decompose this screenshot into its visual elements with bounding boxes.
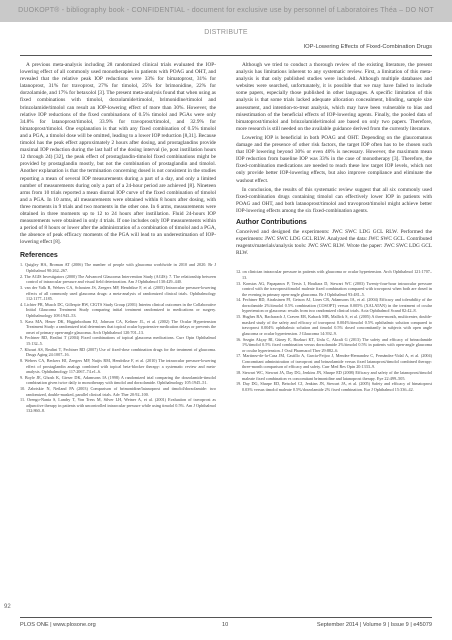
reference-item: 9. Boyle JE, Ghosh K, Gieser DK, Adamsons IA (1998) A randomized trial comparing the dorzolamide-timolol combination given twice daily to monotherapy with timolol and dorzolamide. Ophthalmology 105:1945–51. [20, 374, 216, 386]
issue-info: September 2014 | Volume 9 | Issue 9 | e45079 [316, 622, 432, 628]
page-number: 10 [222, 622, 229, 628]
reference-item: 6. Fechtner RD, Realini T (2004) Fixed combinations of topical glaucoma medications. Curr Opin Ophthalmol 15:132–5. [20, 335, 216, 346]
reference-item: 8. Webers CA, Beckers HJ, Zeegers MP, Nuijts RM, Hendrikse F, et al. (2010) The intraocular pressure-lowering effect of prostaglandin analogs combined with topical beta-blocker therapy: a systematic review and meta-analysis. Ophthalmology 117:2067–74.e1–6. [20, 358, 216, 375]
reference-item: 16. Sezgin Akçay BI, Güney E, Bozkurt KT, Unlu C, Akcali G (2013) The safety and efficacy of brinzolamide 1%/timolol 0.5% fixed combination versus dorzolamide 2%/timolol 0.5% in patients with open-angle glaucoma or ocular hypertension. J Ocul Pharmacol Ther 29:882–6. [236, 336, 432, 353]
reference-item: 10. Zabriskie N, Netland PA (2003) Comparison of brimonidine/latanoprost and timolol/dorzolamide: two randomized, double-masked, parallel clinical trials. Adv Ther 20:92–100. [20, 386, 216, 397]
journal-footer: PLOS ONE | www.plosone.org [20, 622, 96, 628]
reference-item: 14. Fechtner RD, Airaksinen PJ, Getson AJ, Lines CR, Adamsons IA, et al. (2004) Efficacy and tolerability of the dorzolamide 2%/timolol 0.5% combination (COSOPT) versus 0.005% (XALATAN) in the treatment of ocular hypertension or glaucoma: results from two randomized clinical trials. Acta Ophthalmol Scand 82:42–8. [236, 297, 432, 314]
reference-item: 19. Day DG, Sharpe ED, Beischel CJ, Jenkins JN, Stewart JA, et al. (2005) Safety and efficacy of bimatoprost 0.03% versus timolol maleate 0.5%/dorzolamide 2% fixed combination. Eur J Ophthalmol 15:336–42. [236, 381, 432, 392]
reference-item: 15. Hughes BA, Bacharach J, Craven ER, Kaback MB, Mallick S, et al. (2005) A three-month, multicenter, double-masked study of the safety and efficacy of travoprost 0.004%/timolol 0.5% ophthalmic solution compared to travoprost 0.004% ophthalmic solution and timolol 0.5% dosed concomitantly in subjects with open angle glaucoma or ocular hypertension. J Glaucoma 14:392–9. [236, 314, 432, 336]
footer-rule [20, 617, 432, 618]
author-contributions-text: Conceived and designed the experiments: JWC SWC LDG GCL RLW. Performed the experiments: JWC SWC LDG GCL RLW. Analyzed the data: JWC SWC GCL. Contributed reagents/materials/analysis tools: JWC SWC RLW. Wrote the paper: JWC SWC LDG GCL RLW. [236, 228, 432, 257]
author-contributions-heading: Author Contributions [236, 218, 307, 226]
book-page-number: 92 [4, 604, 11, 610]
left-column [20, 62, 216, 414]
reference-item: 4. Lichter PR, Musch DC, Gillespie BW, CIGTS Study Group (2001) Interim clinical outcomes in the Collaborative Initial Glaucoma Treatment Study comparing initial treatment randomized to medications or surgery. Ophthalmology 108:1943–53. [20, 301, 216, 318]
right-column [236, 62, 432, 393]
discussion-paragraph: Although we tried to conduct a thorough review of the existing literature, the present analysis has limitations inherent to any systematic review. First, a limitation of this meta-analysis is that only published studies were included. Although multiple databases and websites were searched, unfortunately, it is possible that we may have failed to include some papers, especially those published in other languages. A specific limitation of this analysis is that some trials lacked adequate allocation concealment, blinding, sample size assessment, and intention-to-treat analysis, which may have been vulnerable to bias and misestimation of the beneficial effects of IOP-lowering agents. Finally, the pooled data of bimatoprost/timolol and brinzolamide/timolol are based on only two papers. Therefore, more research is still needed on the available guidance derived from the currently literature. [236, 62, 432, 132]
confidential-banner: DUOKOPT® - bibliography book - CONFIDENTIAL - document for exclusive use by personnel of Laboratoires Théa – DO NOT DISTRIBUTE [0, 0, 452, 22]
header-rule [20, 55, 432, 56]
reference-item: 5. Kass MA, Heuer DK, Higginbotham EJ, Johnson CA, Keltner JL, et al. (2002) The Ocular Hypertension Treatment Study: a randomized trial determines that topical ocular hypotensive medication delays or prevents the onset of primary open-angle glaucoma. Arch Ophthalmol 120:701–13. [20, 318, 216, 335]
reference-item: 12. on clinician intraocular pressure in patients with glaucoma or ocular hypertension. Arch Ophthalmol 121:1707–13. [236, 269, 432, 280]
reference-item: 11. Orengo-Nania S, Landry T, Von Tress M, Silver LH, Weiner A, et al. (2001) Evaluation of travoprost as adjunctive therapy in patients with uncontrolled intraocular pressure while using timolol 0.5%. Am J Ophthalmol 132:860–8. [20, 397, 216, 414]
references-list [20, 262, 216, 413]
discussion-paragraph: A previous meta-analysis including 28 randomized clinical trials evaluated the IOP-lowering effect of all commonly used monotherapies in patients with POAG and OHT, and revealed that the relative peak IOP reductions were 33% for bimatoprost, 31% for latanoprost, 31% for travoprost, 27% for timolol, 25% for brimonidine, 22% for dorzolamide, and 17% for betaxolol [3]. The present meta-analysis found that when using as fixed combinations with timolol, dorzolamide/timolol, brimonidine/timolol and brinzolamide/timolol can result an IOP-lowering effect of more than 30%. However, the relative IOP reductions of the fixed combinations of 0.5% timolol and PGAs were only 34.8% for latanoprost/timolol, 33.9% for travoprost/timolol, and 32.9% for bimatoprost/timolol. One explanation is that with any fixed combination of 0.5% timolol and a PGA, a timolol dose will be omitted, leading to a lower IOP reduction [8,31]. Because timolol has the peak effect approximately 2 hours after dosing, and prostaglandins provide maximal IOP reduction during the last half of the dosing interval (ie, post instillation hours 12 through 24) [32], the peak effect of prostaglandin-timolol fixed combinations might be provided by prostaglandin mostly, but not the combination of prostaglandin and timolol. Another explanation is that the termination concerning dosed is not consistent in the studies reporting a mean of several IOP measurements during a part of a day, and only a limited number of measurements during only a part of a 24-hour period are achieved [8]. Nineteen arms from 10 trials reported a mean diurnal IOP curve of the fixed combination of timolol and a PGA. In 10 arms, all measurements were obtained within 8 hours after dosing, with three moments in 9 trials and two moments in the other one. In 6 arms, measurements were obtained in three moments up to 12 to 24 hours after instillation. Fluid 24-hours IOP measurements were obtained in only 4 trials. If one includes only IOP measurements within a period of 8 hours or lower after the administration of a combination of timolol and a PGA, the absence of peak efficacy moments of the PGA will lead to an underestimation of IOP-lowering effect [8]. [20, 62, 216, 246]
reference-item: 17. Martinez-de-la-Casa JM, Castillo A, García-Feijoo J, Mendez-Hernandez C, Fernández-Vidal A, et al. (2004) Concomitant administration of travoprost and brinzolamide versus fixed latanoprost/timolol combined therapy: three-month comparison of efficacy and safety. Curr Med Res Opin 20:1333–9. [236, 353, 432, 370]
reference-item: 3. van der Valk R, Webers CA, Schouten JS, Zeegers MP, Hendrikse F, et al. (2005) Intraocular pressure-lowering effects of all commonly used glaucoma drugs: a meta-analysis of randomized clinical trials. Ophthalmology 112:1177–1185. [20, 285, 216, 302]
reference-item: 13. Konstas AG, Papapanos P, Tersis I, Houliara D, Stewart WC (2003) Twenty-four-hour intraocular pressure control with the travoprost/timolol maleate fixed combination compared with travoprost when both are dosed in the evening in primary open-angle glaucoma. Br J Ophthalmol 93:481–5. [236, 280, 432, 297]
references-heading: References [20, 252, 58, 260]
conclusion-paragraph: In conclusion, the results of this systematic review suggest that all six commonly used fixed-combination drugs containing timolol can effectively lower IOP in patients with POAG and OHT, and both latanoprost/timolol and travoprost/timolol might achieve better IOP-lowering effects among the six fixed-combination agents. [236, 186, 432, 214]
reference-item: 1. Quigley HA, Broman AT (2006) The number of people with glaucoma worldwide in 2010 and 2020. Br J Ophthalmol 90:262–267. [20, 262, 216, 273]
references-list-continued [236, 269, 432, 392]
running-head: IOP-Lowering Effects of Fixed-Combination Drugs [303, 44, 432, 50]
reference-item: 2. The AGIS Investigators (2000) The Advanced Glaucoma Intervention Study (AGIS): 7. The relationship between control of intraocular pressure and visual field deterioration. Am J Ophthalmol 130:429–440. [20, 273, 216, 285]
reference-item: 7. Khouri AS, Realini T, Fechtner RD (2007) Use of fixed-dose combination drugs for the treatment of glaucoma. Drugs Aging 24:1007–16. [20, 346, 216, 358]
discussion-paragraph: Lowering IOP is beneficial in both POAG and OHT. Depending on the glaucomatous damage and the presence of other risk factors, the target IOP often has to be chosen such that IOP lowering beyond 30% or even 40% is necessary. However, the maximum mean IOP reduction from baseline IOP was 33% in the case of monotherapy [3]. Therefore, the fixed-combination medications are needed to reach these low target IOP levels, which not only provide better IOP-lowering effects, but also improve compliance and eliminate the washout effect. [236, 134, 432, 184]
reference-item: 18. Stewart WC, Stewart JA, Day DG, Jenkins JN, Sharpe ED (2008) Efficacy and safety of the latanoprost/timolol maleate fixed combination vs concomitant brimonidine and latanoprost therapy. Eye 22:499–505. [236, 370, 432, 381]
